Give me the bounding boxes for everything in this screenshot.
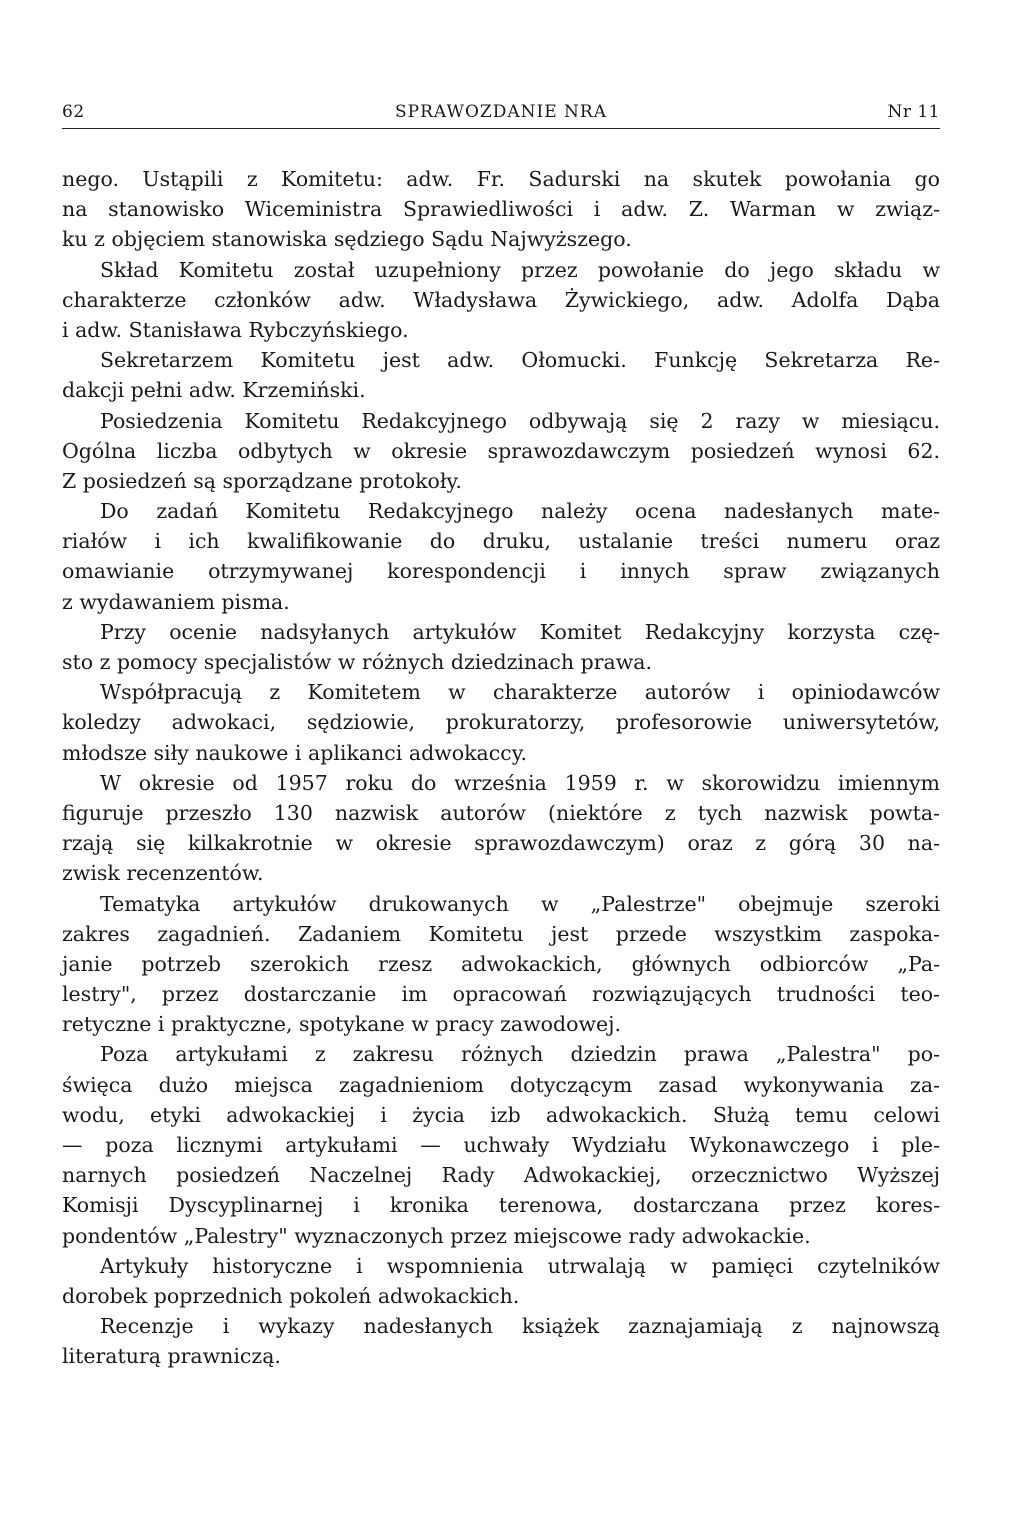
- text-line: omawianie otrzymywanej korespondencji i innych spraw związanych: [62, 559, 940, 584]
- text-line: literaturą prawniczą.: [62, 1344, 281, 1369]
- header-rule: [62, 128, 940, 129]
- text-line: Przy ocenie nadsyłanych artykułów Komitet Redakcyjny korzysta czę-: [100, 619, 940, 644]
- text-line: młodsze siły naukowe i aplikanci adwokaccy.: [62, 740, 528, 765]
- text-line: Poza artykułami z zakresu różnych dziedzin prawa „Palestra" po-: [100, 1042, 940, 1067]
- issue-number: Nr 11: [887, 102, 940, 122]
- text-line: Posiedzenia Komitetu Redakcyjnego odbywają się 2 razy w miesiącu.: [100, 408, 940, 433]
- text-line: pondentów „Palestry" wyznaczonych przez miejscowe rady adwokackie.: [62, 1223, 811, 1248]
- text-line: Artykuły historyczne i wspomnienia utrwalają w pamięci czytelników: [100, 1253, 940, 1278]
- text-line: lestry", przez dostarczanie im opracowań rozwiązujących trudności teo-: [62, 982, 940, 1007]
- text-line: Recenzje i wykazy nadesłanych książek zaznajamiają z najnowszą: [100, 1314, 940, 1339]
- text-line: — poza licznymi artykułami — uchwały Wydziału Wykonawczego i ple-: [62, 1133, 940, 1157]
- text-line: janie potrzeb szerokich rzesz adwokackich, głównych odbiorców „Pa-: [62, 951, 940, 976]
- text-line: zwisk recenzentów.: [62, 861, 264, 886]
- running-title: SPRAWOZDANIE NRA: [395, 102, 607, 122]
- text-line: Skład Komitetu został uzupełniony przez powołanie do jego składu w: [100, 257, 940, 282]
- text-line: retyczne i praktyczne, spotykane w pracy zawodowej.: [62, 1012, 622, 1037]
- text-line: Ogólna liczba odbytych w okresie sprawozdawczym posiedzeń wynosi 62.: [62, 438, 940, 463]
- text-line: Współpracują z Komitetem w charakterze autorów i opiniodawców: [100, 680, 940, 705]
- text-line: charakterze członków adw. Władysława Żywickiego, adw. Adolfa Dąba: [62, 287, 940, 312]
- text-line: dorobek poprzednich pokoleń adwokackich.: [62, 1283, 520, 1308]
- text-line: W okresie od 1957 roku do września 1959 r. w skorowidzu imiennym: [100, 770, 940, 795]
- text-line: święca dużo miejsca zagadnieniom dotyczącym zasad wykonywania za-: [62, 1072, 940, 1097]
- text-line: wodu, etyki adwokackiej i życia izb adwokackich. Służą temu celowi: [62, 1102, 940, 1127]
- text-line: figuruje przeszło 130 nazwisk autorów (niektóre z tych nazwisk powta-: [62, 800, 940, 825]
- text-line: zakres zagadnień. Zadaniem Komitetu jest przede wszystkim zaspoka-: [62, 921, 940, 946]
- text-line: riałów i ich kwalifikowanie do druku, ustalanie treści numeru oraz: [62, 529, 940, 554]
- text-line: sto z pomocy specjalistów w różnych dziedzinach prawa.: [62, 650, 653, 674]
- text-line: z wydawaniem pisma.: [62, 589, 290, 614]
- text-line: narnych posiedzeń Naczelnej Rady Adwokackiej, orzecznictwo Wyższej: [62, 1163, 940, 1188]
- text-line: Do zadań Komitetu Redakcyjnego należy ocena nadesłanych mate-: [100, 499, 940, 524]
- text-line: ku z objęciem stanowiska sędziego Sądu Najwyższego.: [62, 227, 632, 252]
- text-line: Tematyka artykułów drukowanych w „Palestrze" obejmuje szeroki: [100, 891, 940, 916]
- text-line: nego. Ustąpili z Komitetu: adw. Fr. Sadurski na skutek powołania go: [62, 167, 940, 191]
- text-line: Z posiedzeń są sporządzane protokoły.: [62, 468, 462, 493]
- text-line: i adw. Stanisława Rybczyńskiego.: [62, 317, 409, 342]
- page-header: [62, 96, 940, 126]
- page-number: 62: [62, 102, 85, 122]
- text-line: dakcji pełni adw. Krzemiński.: [62, 378, 366, 403]
- text-line: Sekretarzem Komitetu jest adw. Ołomucki. Funkcję Sekretarza Re-: [100, 348, 940, 373]
- body-text: [62, 164, 940, 1372]
- text-line: rzają się kilkakrotnie w okresie sprawozdawczym) oraz z górą 30 na-: [62, 831, 940, 856]
- text-line: Komisji Dyscyplinarnej i kronika terenowa, dostarczana przez kores-: [62, 1193, 940, 1218]
- text-line: koledzy adwokaci, sędziowie, prokuratorzy, profesorowie uniwersytetów,: [62, 710, 940, 735]
- text-line: na stanowisko Wiceministra Sprawiedliwości i adw. Z. Warman w związ-: [62, 197, 940, 222]
